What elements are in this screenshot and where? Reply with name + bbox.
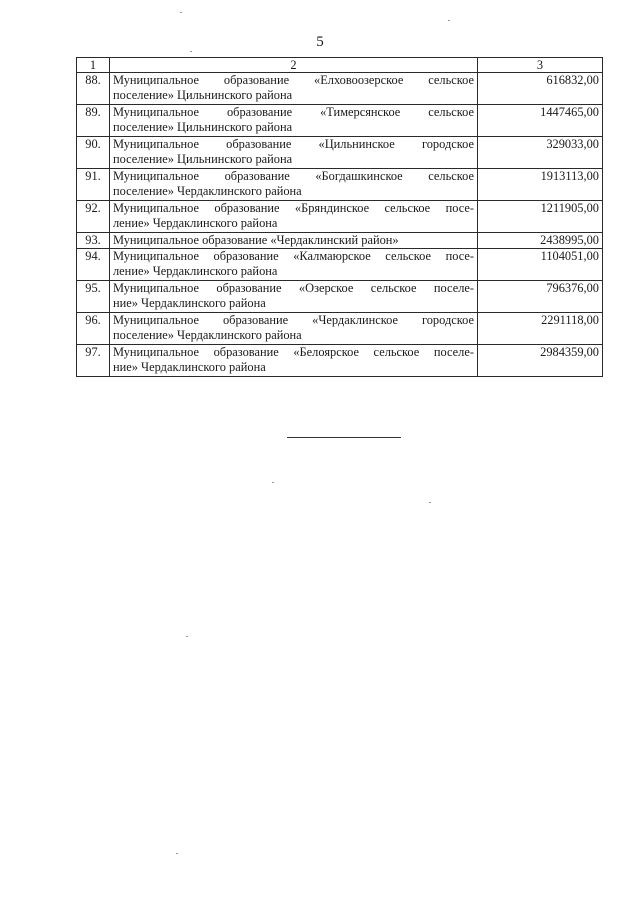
row-number: 89. [77, 105, 110, 137]
row-name-line2: поселение» Цильнинского района [113, 88, 293, 102]
scan-speck [190, 51, 192, 52]
table-header-row [77, 58, 603, 73]
row-name-line1: Муниципальное образование «Тимерсянское сельское [113, 105, 474, 119]
row-name [110, 105, 478, 137]
row-name-line1: Муниципальное образование «Цильнинское городское [113, 137, 474, 151]
row-number: 88. [77, 73, 110, 105]
row-number: 95. [77, 281, 110, 313]
header-col-2: 2 [110, 58, 478, 73]
row-name-line2: поселение» Чердаклинского района [113, 184, 302, 198]
row-value: 329033,00 [478, 137, 603, 169]
row-number: 96. [77, 313, 110, 345]
header-col-1: 1 [77, 58, 110, 73]
scan-speck [186, 636, 188, 637]
table-row [77, 233, 603, 249]
row-name-line1: Муниципальное образование «Калмаюрское сельское посе- [113, 249, 474, 263]
row-value: 2438995,00 [478, 233, 603, 249]
row-name-line2: поселение» Цильнинского района [113, 120, 293, 134]
scan-speck [448, 20, 450, 21]
row-number: 97. [77, 345, 110, 377]
table-row [77, 137, 603, 169]
row-name-line2: ление» Чердаклинского района [113, 216, 278, 230]
row-name-line1: Муниципальное образование «Елховоозерское сельское [113, 73, 474, 87]
row-name [110, 73, 478, 105]
table-row [77, 105, 603, 137]
row-value: 2291118,00 [478, 313, 603, 345]
row-name-line2: поселение» Чердаклинского района [113, 328, 302, 342]
row-value: 1211905,00 [478, 201, 603, 233]
row-name-line1: Муниципальное образование «Богдашкинское сельское [113, 169, 474, 183]
table-row [77, 201, 603, 233]
row-number: 94. [77, 249, 110, 281]
row-name-line2: ление» Чердаклинского района [113, 264, 278, 278]
row-value: 1104051,00 [478, 249, 603, 281]
row-name [110, 233, 478, 249]
row-value: 1447465,00 [478, 105, 603, 137]
row-name-line1: Муниципальное образование «Белоярское сельское поселе- [113, 345, 474, 359]
row-name-line2: ние» Чердаклинского района [113, 296, 266, 310]
row-name [110, 249, 478, 281]
row-name [110, 313, 478, 345]
scan-speck [180, 12, 182, 13]
row-name-line1: Муниципальное образование «Бряндинское сельское посе- [113, 201, 474, 215]
end-of-document-rule [287, 437, 401, 438]
row-value: 2984359,00 [478, 345, 603, 377]
row-name-line1: Муниципальное образование «Чердаклинский район» [113, 233, 399, 247]
row-name-line2: ние» Чердаклинского района [113, 360, 266, 374]
table-row [77, 281, 603, 313]
scan-speck [429, 502, 431, 503]
row-name [110, 281, 478, 313]
budget-table [76, 57, 603, 377]
row-name-line1: Муниципальное образование «Чердаклинское городское [113, 313, 474, 327]
row-value: 796376,00 [478, 281, 603, 313]
table-row [77, 249, 603, 281]
table-row [77, 73, 603, 105]
row-value: 616832,00 [478, 73, 603, 105]
row-name [110, 137, 478, 169]
row-number: 91. [77, 169, 110, 201]
row-number: 93. [77, 233, 110, 249]
table-row [77, 169, 603, 201]
row-number: 90. [77, 137, 110, 169]
row-name-line1: Муниципальное образование «Озерское сельское поселе- [113, 281, 474, 295]
row-name [110, 345, 478, 377]
scan-speck [272, 482, 274, 483]
page-number: 5 [316, 34, 324, 50]
header-col-3: 3 [478, 58, 603, 73]
scan-speck [176, 853, 178, 854]
row-value: 1913113,00 [478, 169, 603, 201]
row-name [110, 201, 478, 233]
row-name [110, 169, 478, 201]
row-number: 92. [77, 201, 110, 233]
table-row [77, 313, 603, 345]
table-row [77, 345, 603, 377]
row-name-line2: поселение» Цильнинского района [113, 152, 293, 166]
